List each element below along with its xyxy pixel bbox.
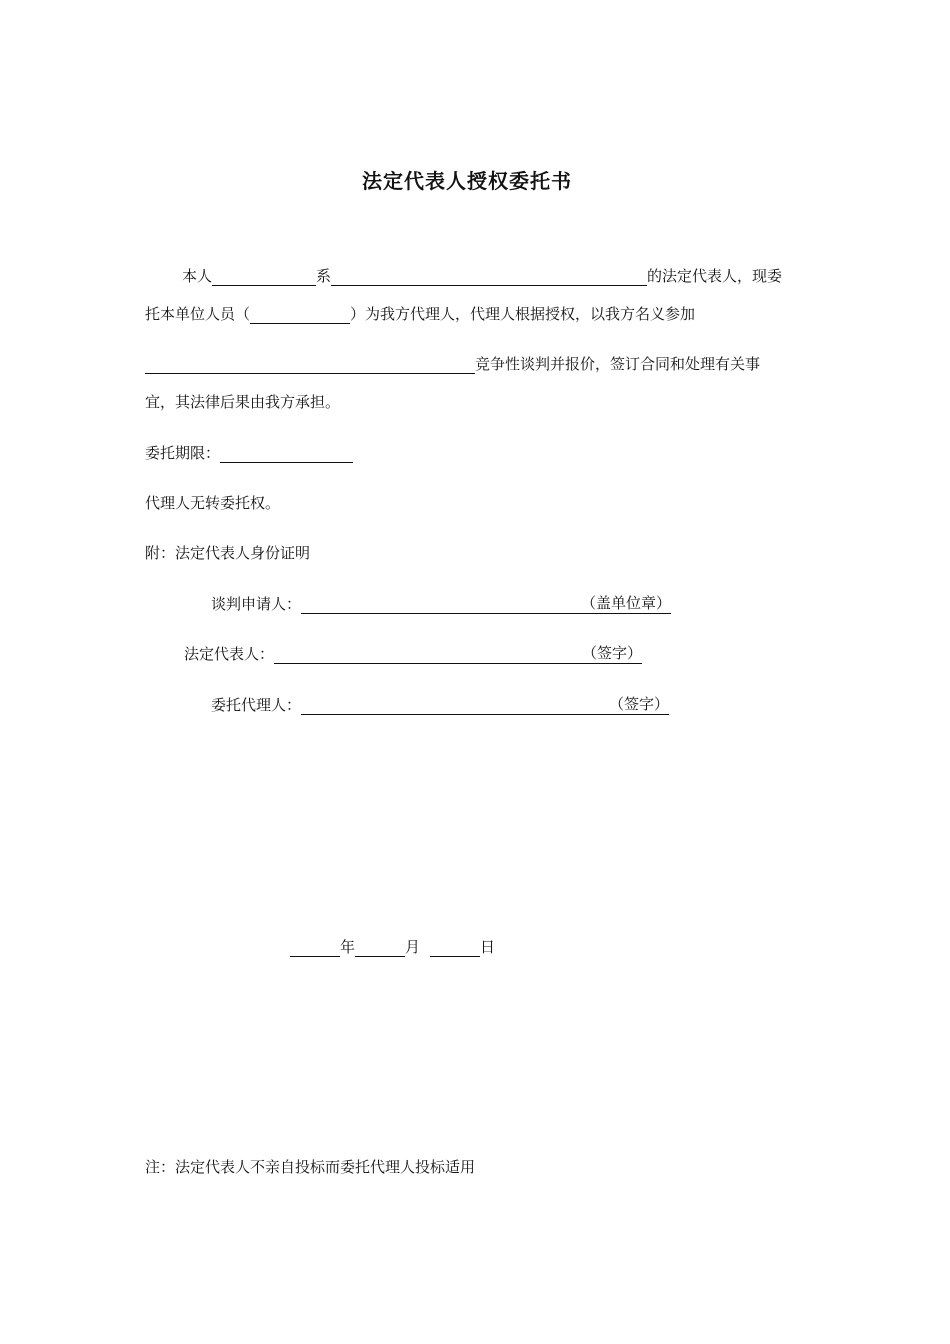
signature-legal-rep-note: （签字） [582, 644, 643, 662]
footnote-line [145, 1157, 475, 1177]
signature-applicant [211, 594, 671, 614]
signature-applicant-label: 谈判申请人： [211, 595, 302, 613]
no-transfer-text: 代理人无转委托权。 [145, 494, 281, 512]
date-line [290, 937, 495, 957]
para4-text: 宜，其法律后果由我方承担。 [145, 393, 341, 411]
para-line-1 [182, 266, 782, 286]
agent-name-blank[interactable] [250, 306, 350, 324]
para2-suffix: ）为我方代理人，代理人根据授权，以我方名义参加 [350, 305, 696, 323]
signature-agent-note: （签字） [609, 695, 670, 713]
month-blank[interactable] [355, 939, 405, 957]
footnote-text: 注：法定代表人不亲自投标而委托代理人投标适用 [145, 1158, 476, 1176]
para-line-2 [145, 304, 695, 324]
para3-suffix: 竞争性谈判并报价，签订合同和处理有关事 [475, 355, 761, 373]
signature-applicant-field[interactable] [301, 594, 671, 614]
para1-prefix: 本人 [182, 267, 213, 285]
para1-mid: 系 [316, 267, 332, 285]
signature-agent [211, 695, 669, 715]
company-name-blank[interactable] [331, 268, 647, 286]
signature-applicant-note: （盖单位章） [581, 594, 672, 612]
signature-legal-rep-field[interactable] [274, 644, 642, 664]
para1-suffix: 的法定代表人，现委 [647, 267, 783, 285]
document-title: 法定代表人授权委托书 [362, 169, 572, 193]
year-blank[interactable] [290, 939, 340, 957]
signature-agent-field[interactable] [301, 695, 669, 715]
signature-legal-rep-label: 法定代表人： [184, 645, 275, 663]
no-transfer-line [145, 493, 280, 513]
term-label: 委托期限： [145, 444, 221, 462]
para2-prefix: 托本单位人员（ [145, 305, 251, 323]
year-label: 年 [340, 938, 356, 956]
day-label: 日 [480, 938, 496, 956]
attachment-line [145, 543, 310, 563]
month-label: 月 [405, 938, 421, 956]
para-line-4 [145, 392, 340, 412]
project-name-blank[interactable] [145, 356, 475, 374]
legal-rep-name-blank[interactable] [212, 268, 316, 286]
attachment-text: 附：法定代表人身份证明 [145, 544, 311, 562]
signature-agent-label: 委托代理人： [211, 696, 302, 714]
para-line-3 [145, 354, 760, 374]
term-blank[interactable] [220, 445, 353, 463]
signature-legal-rep [184, 644, 642, 664]
term-line [145, 443, 353, 463]
day-blank[interactable] [430, 939, 480, 957]
